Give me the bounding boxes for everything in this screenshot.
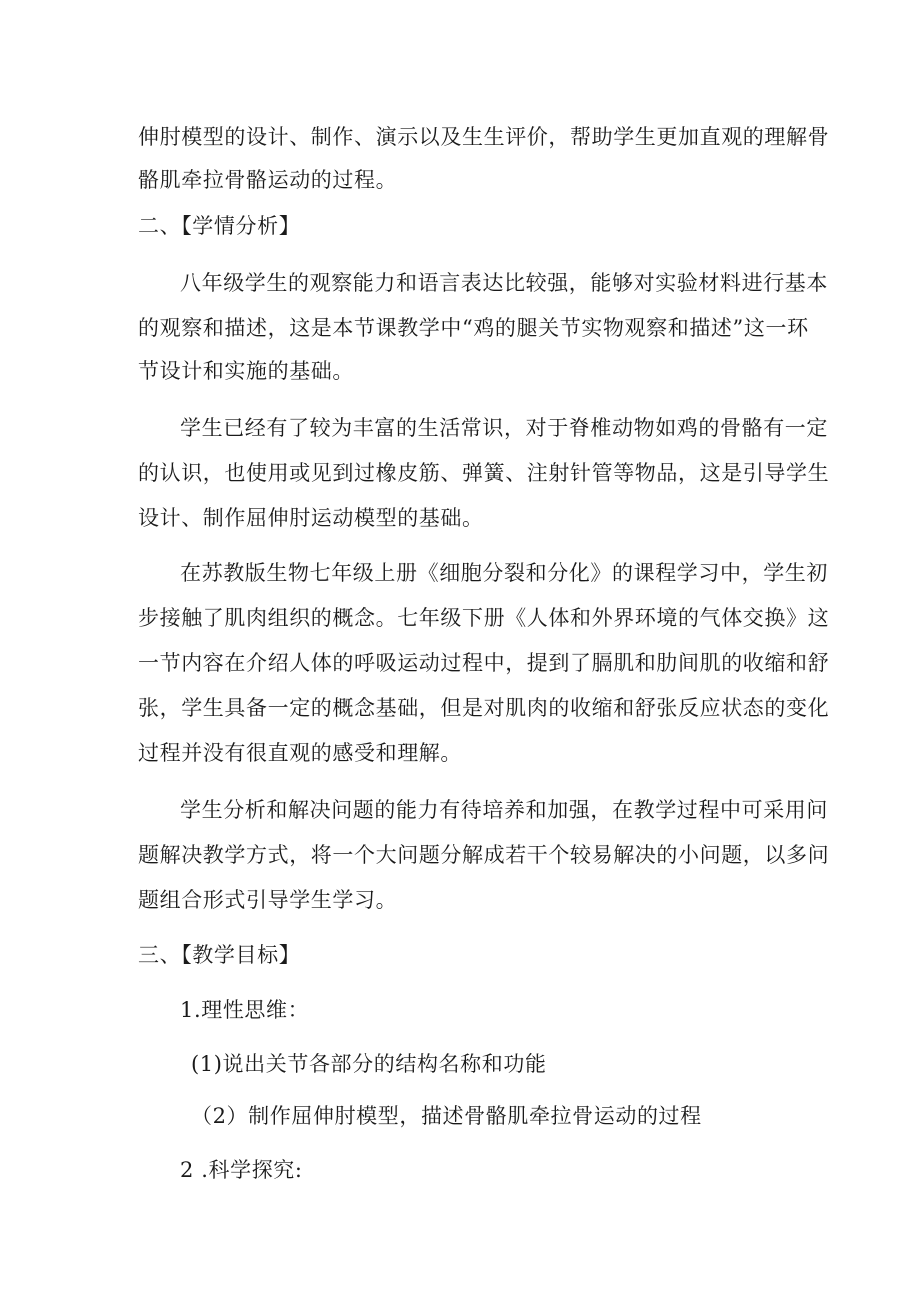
text-line: 的认识，也使用或见到过橡皮筋、弹簧、注射针管等物品，这是引导学生	[138, 461, 830, 485]
text-line: 步接触了肌肉组织的概念。七年级下册《人体和外界环境的气体交换》这	[138, 606, 830, 630]
text-line: 八年级学生的观察能力和语言表达比较强，能够对实验材料进行基本	[180, 271, 828, 295]
list-item: (1)说出关节各部分的结构名称和功能	[191, 1052, 547, 1076]
text-line: 题解决教学方式，将一个大问题分解成若干个较易解决的小问题，以多问	[138, 843, 830, 867]
text-line: 的观察和描述，这是本节课教学中“鸡的腿关节实物观察和描述”这一环	[138, 316, 809, 340]
text-line: 过程并没有很直观的感受和理解。	[138, 741, 462, 765]
text-line: 节设计和实施的基础。	[138, 359, 354, 383]
text-line: 伸肘模型的设计、制作、演示以及生生评价，帮助学生更加直观的理解骨	[138, 125, 830, 149]
text-line: 题组合形式引导学生学习。	[138, 888, 398, 912]
list-item: 1.理性思维：	[180, 998, 310, 1022]
text-line: 一节内容在介绍人体的呼吸运动过程中，提到了膈肌和肋间肌的收缩和舒	[138, 651, 830, 675]
section-heading: 三、【教学目标】	[138, 943, 301, 967]
section-heading: 二、【学情分析】	[138, 214, 301, 238]
text-line: 学生分析和解决问题的能力有待培养和加强，在教学过程中可采用问	[180, 798, 828, 822]
text-line: 在苏教版生物七年级上册《细胞分裂和分化》的课程学习中，学生初	[180, 561, 828, 585]
list-item: 2 .科学探究:	[180, 1158, 303, 1182]
text-line: 学生已经有了较为丰富的生活常识，对于脊椎动物如鸡的骨骼有一定	[180, 416, 828, 440]
text-line: 设计、制作屈伸肘运动模型的基础。	[138, 506, 484, 530]
text-line: 骼肌牵拉骨骼运动的过程。	[138, 168, 398, 192]
list-item: （2）制作屈伸肘模型，描述骨骼肌牵拉骨运动的过程	[191, 1104, 702, 1128]
text-line: 张，学生具备一定的概念基础，但是对肌肉的收缩和舒张反应状态的变化	[138, 696, 830, 720]
